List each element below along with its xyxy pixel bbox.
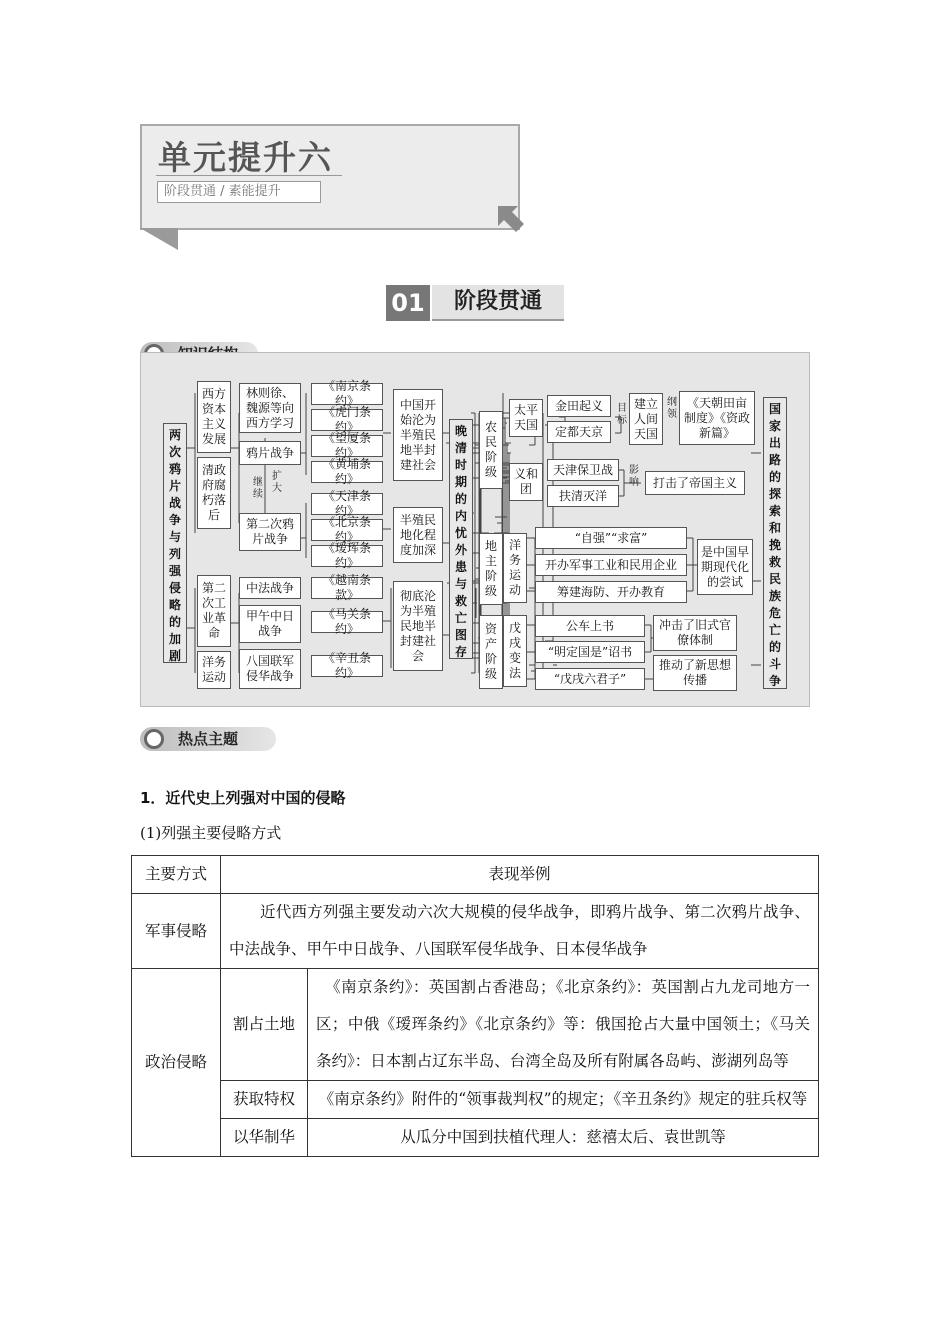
method-label: 军事侵略 [132,894,221,969]
left-vertical-title: 两次鸦片战争与列强侵略的加剧 [163,423,187,663]
event-box: “明定国是”诏书 [535,641,645,663]
table-row [132,856,819,894]
outcome-box: 《天朝田亩制度》《资政新篇》 [679,391,755,445]
treaty-box: 《瑷珲条约》 [311,545,383,567]
center-vertical-title: 晚清时期的内忧外患与救亡图存 [449,419,473,659]
cause-box: 洋务运动 [197,651,231,689]
method-detail: 近代西方列强主要发动六次大规模的侵华战争，即鸦片战争、第二次鸦片战争、中法战争、甲午中日战争、八国联军侵华战争、日本侵华战争 [221,894,819,969]
event-box: 筹建海防、开办教育 [535,581,687,603]
war-box: 鸦片战争 [239,441,301,465]
movement-box: 义和团 [509,463,543,501]
cause-box: 第二次工业革命 [197,575,231,647]
event-box: “自强”“求富” [535,527,687,549]
continue-label: 继续 [253,477,263,500]
table-row [132,1081,819,1119]
unit-subtitle: 阶段贯通 / 素能提升 [157,181,321,203]
table-header: 主要方式 [132,856,221,894]
treaty-box: 《越南条款》 [311,577,383,599]
card-fold-decoration [140,228,180,252]
result-box: 半殖民地化程度加深 [393,507,443,563]
result-box: 中国开始沦为半殖民地半封建社会 [393,389,443,481]
hot-topics-heading-label: 热点主题 [178,730,239,748]
table-header: 表现举例 [221,856,819,894]
right-vertical-title: 国家出路的探索和挽救民族危亡的斗争 [763,397,787,689]
class-box: 地主阶级 [479,533,503,605]
knowledge-diagram [140,352,810,707]
unit-title: 单元提升六 [158,138,333,177]
outcome-box: 冲击了旧式官僚体制 [653,615,737,651]
refresh-icon [144,729,164,749]
war-box: 第二次鸦片战争 [239,513,301,551]
treaty-box: 《虎门条约》 [311,409,383,431]
movement-box: 洋务运动 [503,533,527,603]
event-box: 定都天京 [547,421,611,443]
method-label: 政治侵略 [132,969,221,1157]
table-row [132,1119,819,1157]
method-detail: 从瓜分中国到扶植代理人：慈禧太后、袁世凯等 [308,1119,819,1157]
event-box: 扶清灭洋 [547,485,619,507]
movement-box: 太平天国 [509,399,543,437]
arrow-corner-icon [496,204,526,234]
influence-label: 影响 [629,465,639,488]
outcome-box: 建立人间天国 [629,393,663,445]
class-box: 农民阶级 [479,411,503,489]
treaty-box: 《天津条约》 [311,493,383,515]
event-box: 天津保卫战 [547,459,619,481]
treaty-box: 《马关条约》 [311,611,383,633]
event-box: “戊戌六君子” [535,668,645,690]
method-detail: 《南京条约》附件的“领事裁判权”的规定；《辛丑条约》规定的驻兵权等 [308,1081,819,1119]
method-detail: 《南京条约》：英国割占香港岛；《北京条约》：英国割占九龙司地方一区；中俄《瑷珲条约》《北京条约》等：俄国抢占大量中国领土；《马关条约》：日本割占辽东半岛、台湾全岛及所有附属各岛屿、澎湖列岛等 [308,969,819,1081]
submethod-label: 割占土地 [221,969,308,1081]
treaty-box: 《南京条约》 [311,383,383,405]
title-underline [156,175,342,176]
goal-label: 目标 [617,403,627,426]
event-box: 开办军事工业和民用企业 [535,554,687,576]
section-number: 01 [386,285,430,321]
table-row [132,894,819,969]
class-box: 资产阶级 [479,615,503,689]
treaty-box: 《辛丑条约》 [311,655,383,677]
event-box: 金田起义 [547,395,611,417]
movement-box: 戊戌变法 [503,615,527,687]
expand-label: 扩大 [272,471,282,494]
treaty-box: 《北京条约》 [311,519,383,541]
section-heading-2: (1)列强主要侵略方式 [140,824,282,842]
outcome-box: 推动了新思想传播 [653,655,737,691]
result-box: 彻底沦为半殖民地半封建社会 [393,581,443,671]
program-label: 纲领 [667,397,677,420]
war-box: 中法战争 [239,577,301,599]
outcome-box: 是中国早期现代化的尝试 [697,539,753,595]
war-box: 八国联军侵华战争 [239,649,301,689]
outcome-box: 打击了帝国主义 [645,471,745,495]
section-heading-1: 1．近代史上列强对中国的侵略 [140,789,346,807]
invasion-methods-table [131,855,819,1157]
treaty-box: 《望厦条约》 [311,435,383,457]
event-box: 公车上书 [535,615,645,637]
war-box: 林则徐、魏源等向西方学习 [239,383,301,433]
submethod-label: 以华制华 [221,1119,308,1157]
war-box: 甲午中日战争 [239,605,301,643]
table-row [132,969,819,1081]
cause-box: 西方资本主义发展 [197,381,231,453]
section-title: 阶段贯通 [432,285,564,321]
treaty-box: 《黄埔条约》 [311,461,383,483]
submethod-label: 获取特权 [221,1081,308,1119]
cause-box: 清政府腐朽落后 [197,457,231,529]
